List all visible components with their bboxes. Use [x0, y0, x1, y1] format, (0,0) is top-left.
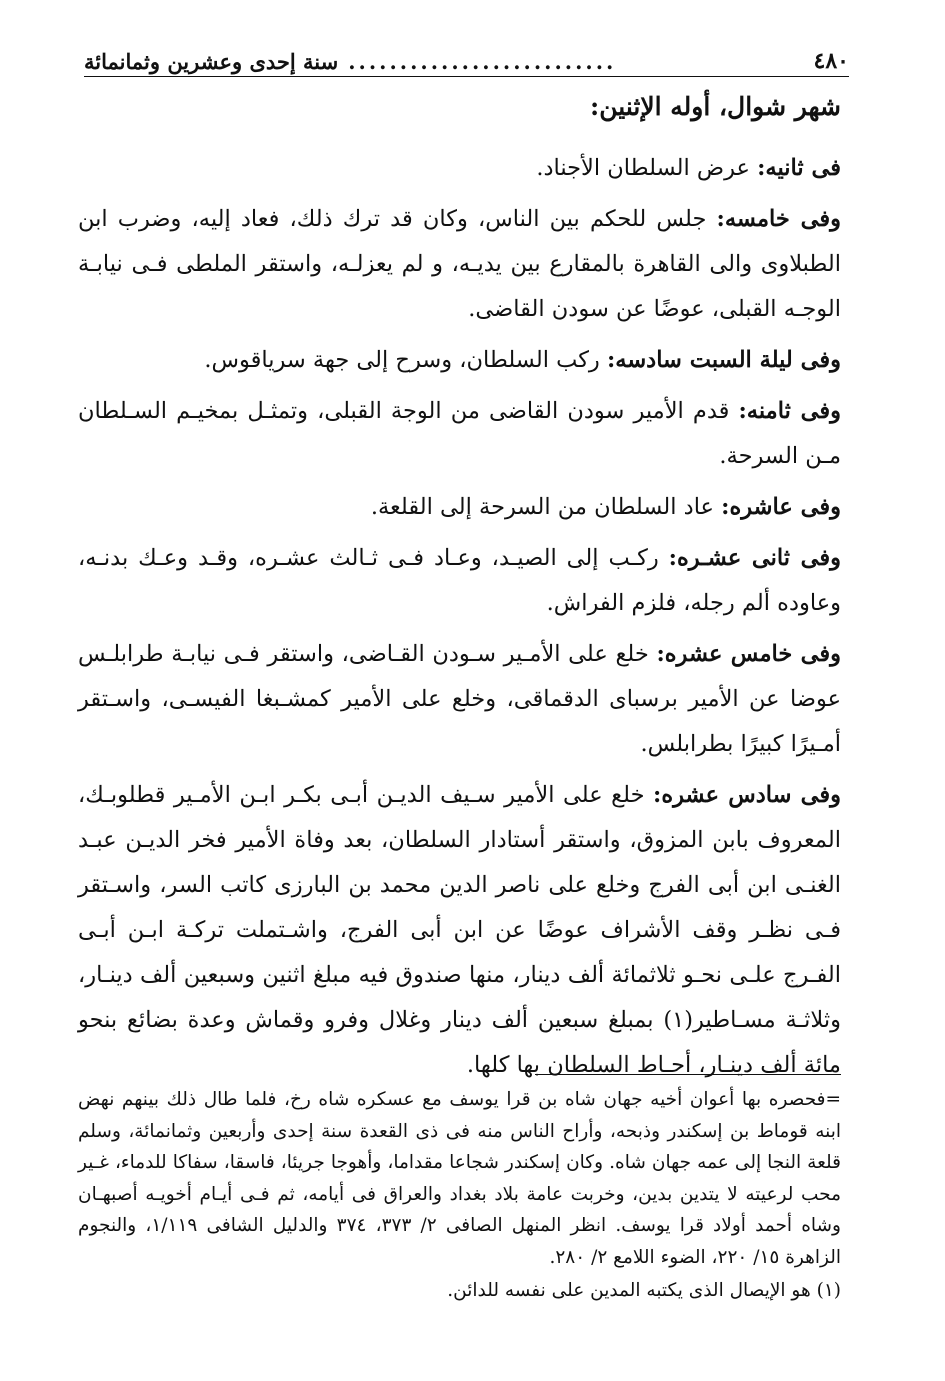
- entry-lead: وفى عاشره:: [721, 494, 841, 520]
- entry-text: خلع على الأمير سـيف الديـن أبـى بكـر ابـن الأمـير قطلوبـك، المعروف بابن المزوق، واستقر أستادار السلطان، بعد وفاة الأمير فخر الديـن عبـد الغنـى ابن أبى الفرج وخلع على ناصر الدين محمد بن البارزى كاتب السر، واسـتقر فـى نظـر وقف الأشراف عوضًا عن ابن أبى الفرج، واشـتملت تركـة ابـن أبـى الفـرج علـى نحـو ثلاثمائة ألف دينار، منها صندوق فيه مبلغ اثنين وسبعين ألف دينـار، وثلاثـة مسـاطير(١) بمبلغ سبعين ألف دينار وغلال وفرو وقماش وعدة بضائع بنحو مائة ألف دينـار، أحـاط السلطان بها كلها.: [78, 782, 841, 1078]
- entry-lead: وفى ليلة السبت سادسه:: [606, 347, 841, 373]
- footnote-continuation: =فحصره بها أعوان أخيه جهان شاه بن قرا يوسف مع عسكره شاه رخ، فلما طال ذلك بينهم نهض ابنه قوماط بن إسكندر وذبحه، وأراح الناس منه فى ذى القعدة سنة إحدى وأربعين وثمانمائة، وسلم قلعة النجا إلى عمه جهان شاه. وكان إسكندر شجاعا مقداما، وأهوجا جريئا، فاسقا، سفاكا للدماء، غـير محب لرعيته لا يتدين بدين، وخربت عامة بلاد بغداد والعراق فى أيامه، ثم فـى أيـام أخويـه أصبهـان وشاه أحمد أولاد قرا يوسف. انظر المنهل الصافى ٢/ ٣٧٣، ٣٧٤ والدليل الشافى ١/١١٩، والنجوم الزاهرة ١٥/ ٢٢٠، الضوء اللامع ٢/ ٢٨٠.: [78, 1089, 841, 1268]
- footnotes: [78, 1084, 841, 1307]
- entry-lead: وفى ثانى عشـره:: [668, 545, 841, 571]
- entry-paragraph: [78, 485, 841, 530]
- footnote-1: (١) هو الإيصال الذى يكتبه المدين على نفسه للدائن.: [447, 1280, 841, 1301]
- header-title: سنة إحدى وعشرين وثمانمائة: [84, 49, 339, 74]
- entry-text: ركـب إلى الصيـد، وعـاد فـى ثـالث عشـره، وقـد وعـك بدنـه، وعاوده ألم رجله، فلزم الفراش.: [78, 545, 841, 616]
- entry-text: عرض السلطان الأجناد.: [536, 155, 758, 181]
- entry-text: عاد السلطان من السرحة إلى القلعة.: [370, 494, 722, 520]
- header-dots: ..........................: [348, 49, 617, 74]
- page-number: ٤٨٠: [813, 48, 849, 74]
- footnote-divider: [535, 1074, 841, 1075]
- entry-lead: فى ثانيه:: [757, 155, 841, 181]
- entry-paragraph: [78, 338, 841, 383]
- entry-paragraph: [78, 773, 841, 1088]
- main-text: [78, 146, 841, 1094]
- entry-lead: وفى خامسه:: [716, 206, 841, 232]
- month-title: شهر شوال، أوله الإثنين:: [590, 92, 841, 121]
- entry-paragraph: [78, 197, 841, 332]
- entry-text: خلع على الأمـير سـودن القـاضى، واستقر فـى نيابـة طرابلـس عوضا عن الأمير برسباى الدقماقى، وخلع على الأمير كمشـبغا الفيسـى، واسـتقر أمـيرًا كبيرًا بطرابلس.: [78, 641, 841, 757]
- entry-paragraph: [78, 632, 841, 767]
- entry-paragraph: [78, 536, 841, 626]
- entry-paragraph: [78, 146, 841, 191]
- entry-lead: وفى سادس عشره:: [653, 782, 841, 808]
- entry-paragraph: [78, 389, 841, 479]
- entry-text: جلس للحكم بين الناس، وكان قد ترك ذلك، فعاد إليه، وضرب ابن الطبلاوى والى القاهرة بالمقارع بين يديـه، و لم يعزلـه، واستقر الملطى فـى نيابـة الوجـه القبلى، عوضًا عن سودن القاضى.: [78, 206, 841, 322]
- entry-text: ركب السلطان، وسرح إلى جهة سرياقوس.: [204, 347, 607, 373]
- running-header: [84, 42, 849, 77]
- entry-lead: وفى خامس عشره:: [656, 641, 841, 667]
- entry-lead: وفى ثامنه:: [738, 398, 841, 424]
- entry-text: قدم الأمير سودن القاضى من الوجة القبلى، وتمثـل بمخيـم السـلطان مـن السرحة.: [78, 398, 841, 469]
